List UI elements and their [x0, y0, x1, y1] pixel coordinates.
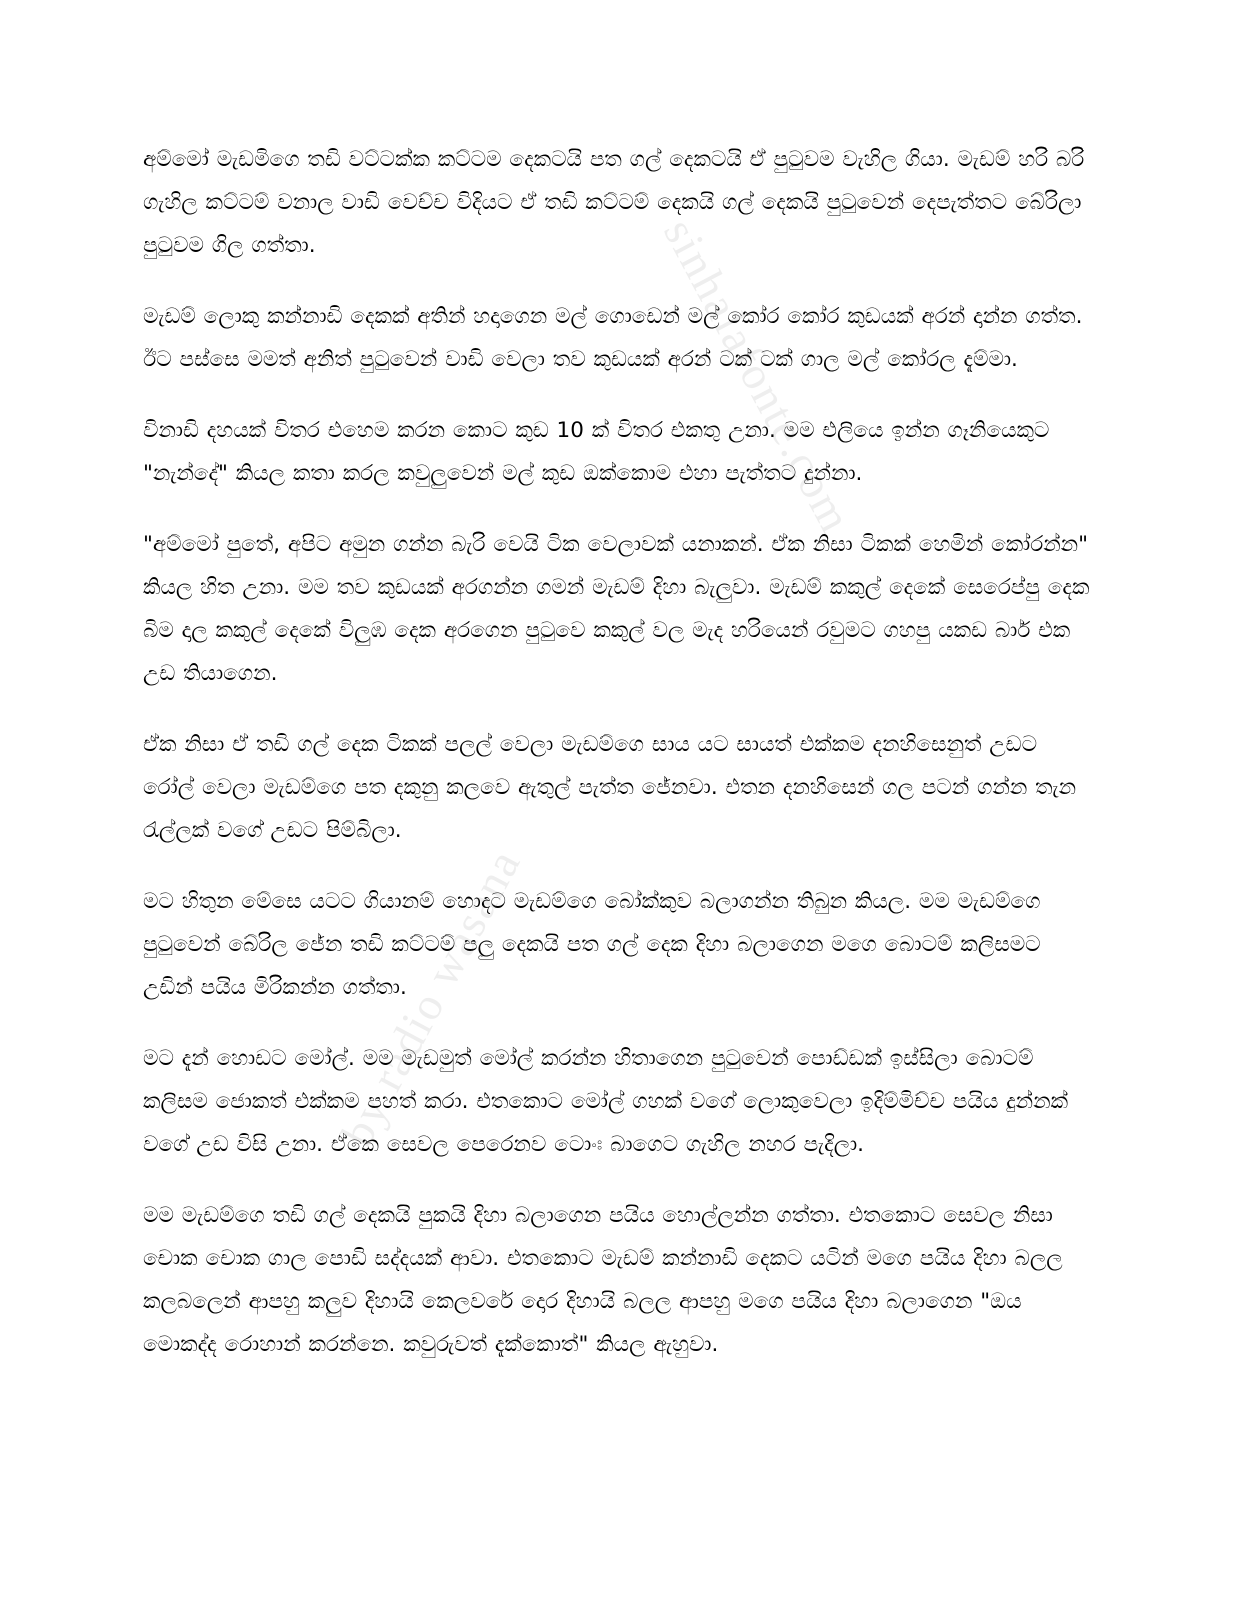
paragraph: විනාඩි දහයක් විතර එහෙම කරන කොට කුඩ 10 ක් විතර එකතු උනා. මම එලියෙ ඉන්න ගෑනියෙකුට "නැන්දේ" කියල කතා කරල කවුලුවෙන් මල් කුඩ ඔක්කොම එහා පැත්තට දුන්නා.: [143, 418, 1050, 486]
watermark-text-secondary: by radio wasana: [330, 840, 531, 1155]
paragraph: ඒක නිසා ඒ තඩි ගල් දෙක ටිකක් පලල් වෙලා මැඩම්ගෙ සාය යට සායත් එක්කම දනහිසෙනුත් උඩට රෝල් වෙලා මැඩම්ගෙ පත දකුනු කලවෙ ඇතුල් පැත්ත ජේනවා. එතන දනහිසෙන් ගල පටන් ගන්න තැන රැල්ලක් වගේ උඩට පිම්බිලා.: [143, 732, 1077, 843]
paragraph: මම මැඩම්ගෙ තඩි ගල් දෙකයි පුකයි දිහා බලාගෙන පයිය හොල්ලන්න ගත්තා. එතකොට සෙවල නිසා චොක චොක ගාල පොඩි සද්දයක් ආවා. එතකොට මැඩම් කන්නාඩි දෙකට යටින් මගෙ පයිය දිහා බලල කලබලෙන් ආපහු කලුව දිහායි කෙලවරේ දොර දිහායි බලල ආපහු මගෙ පයිය දිහා බලාගෙන "ඔය මොකද්ද රොහාන් කරන්නෙ. කවුරුවත් දැක්කොත්" කියල ඇහුවා.: [143, 1203, 1063, 1357]
paragraph: අම්මෝ මැඩමිගෙ තඩි වට්ටක්ක කට්ටම දෙකටයි පත ගල් දෙකටයි ඒ පුටුවම වැහිල ගියා. මැඩම් හරි බරි ගැහිල කට්ටම් වනාල වාඩි වෙච්ච විදියට ඒ තඩි කට්ටම් දෙකයි ගල් දෙකයි පුටුවෙන් දෙපැත්තට බේරිලා පුටුවම ගිල ගත්තා.: [143, 147, 1085, 258]
watermark-text-primary: sinhalafonte.com: [654, 210, 863, 542]
paragraph: මට හිතුන මේසෙ යටට ගියානම් හොදට මැඩම්ගෙ බෝක්කුව බලාගන්න තිබුන කියල. මම මැඩම්ගෙ පුටුවෙන් බේරිල ජේන තඩි කට්ටම් පලු දෙකයි පත ගල් දෙක දිහා බලාගෙන මගෙ බොටම් කලිසමට උඩින් පයිය මිරිකන්න ගත්තා.: [143, 889, 1041, 1000]
paragraph: "අම්මෝ පුතේ, අපිට අමුන ගන්න බැරි වෙයි ටික වෙලාවක් යනාකන්. ඒක නිසා ටිකක් හෙමින් කෝරන්න" කියල හිත උනා. මම තව කුඩයක් අරගන්න ගමන් මැඩම් දිහා බැලුවා. මැඩම් කකුල් දෙකේ සෙරෙප්පු දෙක බිම දාල කකුල් දෙකේ විලුඹ දෙක අරගෙන පුටුවෙ කකුල් වල මැද හරියෙන් රවුමට ගහපු යකඩ බාර් එක උඩ තියාගෙන.: [143, 532, 1090, 686]
document-body: [143, 138, 1095, 1366]
paragraph: මැඩම් ලොකු කන්නාඩි දෙකක් අතින් හදාගෙන මල් ගොඩෙන් මල් කෝර කෝර කුඩයක් අරන් දාන්න ගත්ත. ඊට පස්සෙ මමත් අනිත් පුටුවෙන් වාඩි වෙලා තව කුඩයක් අරන් ටක් ටක් ගාල මල් කෝරල දැම්මා.: [143, 304, 1083, 372]
paragraph: මට දැන් හොඩට මෝල්. මම මැඩමුත් මෝල් කරන්න හිතාගෙන පුටුවෙන් පොඩ්ඩක් ඉස්සිලා බොටම් කලිසම ජොකත් එක්කම පහත් කරා. එතකොට මෝල් ගහක් වගේ ලොකුවෙලා ඉදිම්මිච්ච පයිය දුන්නක් වගේ උඩ විසි උනා. ඒකෙ සෙවල පෙරෙනව ටොංඃ බාගෙට ගැහිල නහර පැදිලා.: [143, 1046, 1069, 1157]
